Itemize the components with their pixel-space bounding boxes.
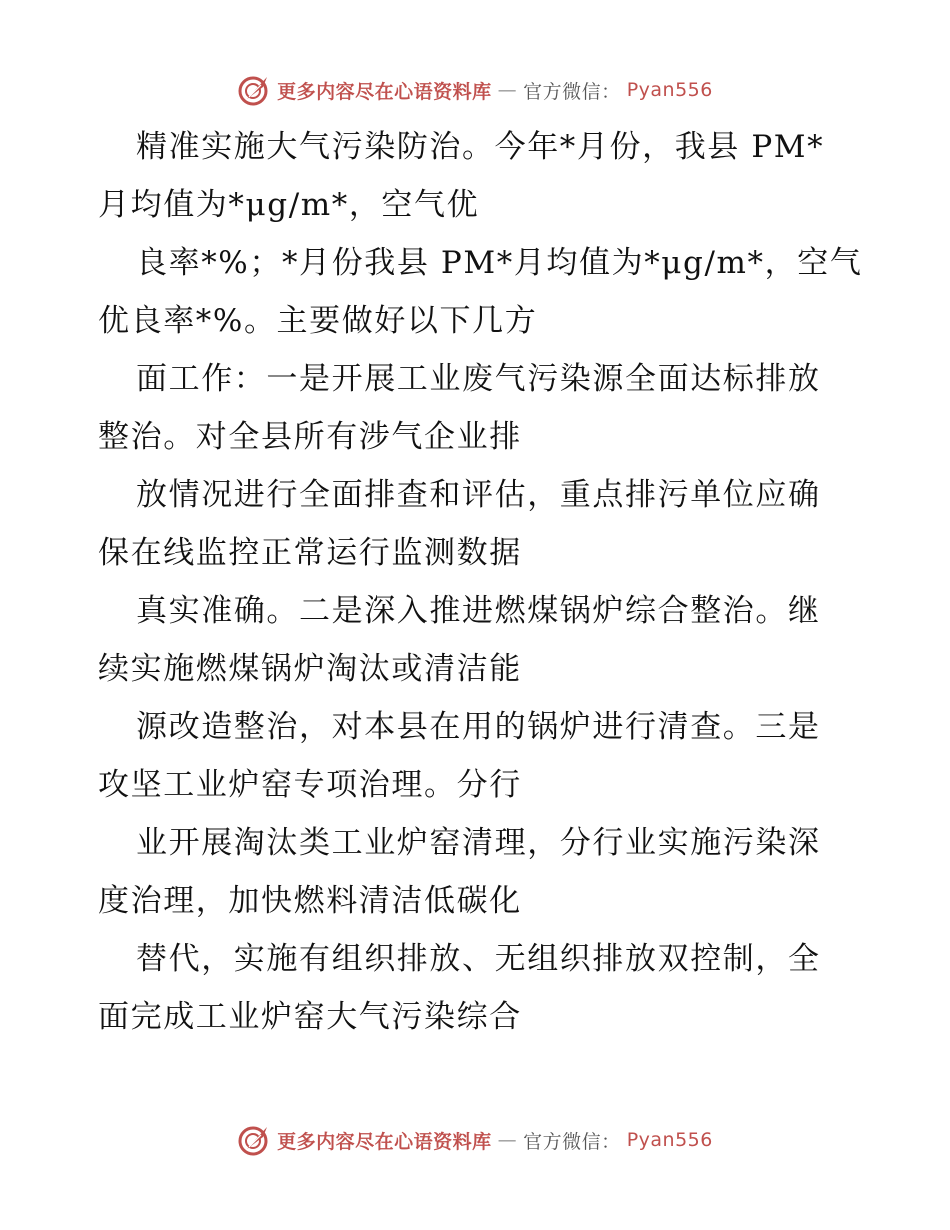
text-line: 替代，实施有组织排放、无组织排放双控制，全: [136, 941, 821, 977]
quill-seal-icon: [237, 1123, 271, 1157]
text-line: 业开展淘汰类工业炉窑清理，分行业实施污染深: [136, 825, 821, 861]
text-line: 整治。对全县所有涉气企业排: [98, 419, 522, 455]
text-line: 面工作：一是开展工业废气污染源全面达标排放: [136, 361, 821, 397]
document-body: [98, 118, 863, 1046]
text-line: 攻坚工业炉窑专项治理。分行: [98, 767, 522, 803]
banner-wechat-label: 官方微信：: [523, 80, 621, 103]
banner-main-text: 更多内容尽在心语资料库: [277, 80, 492, 103]
quill-seal-icon: [237, 73, 271, 107]
text-line: 优良率*%。主要做好以下几方: [98, 303, 538, 339]
text-line: 度治理，加快燃料清洁低碳化: [98, 883, 522, 919]
text-line: 月均值为*μg/m*，空气优: [98, 187, 480, 223]
banner-separator: —: [497, 79, 518, 101]
banner-wechat-id: Pyan556: [626, 1129, 713, 1151]
banner-main-text: 更多内容尽在心语资料库: [277, 1130, 492, 1153]
text-line: 放情况进行全面排查和评估，重点排污单位应确: [136, 477, 821, 513]
text-line: 面完成工业炉窑大气污染综合: [98, 999, 522, 1035]
text-line: 真实准确。二是深入推进燃煤锅炉综合整治。继: [136, 593, 821, 629]
text-line: 续实施燃煤锅炉淘汰或清洁能: [98, 651, 522, 687]
text-line: 精准实施大气污染防治。今年*月份，我县 PM*: [136, 129, 825, 165]
header-banner: [0, 70, 950, 110]
text-line: 良率*%；*月份我县 PM*月均值为*μg/m*，空气: [136, 245, 863, 281]
text-line: 保在线监控正常运行监测数据: [98, 535, 522, 571]
banner-wechat-label: 官方微信：: [523, 1130, 621, 1153]
text-line: 源改造整治，对本县在用的锅炉进行清查。三是: [136, 709, 821, 745]
banner-wechat-id: Pyan556: [626, 79, 713, 101]
banner-separator: —: [497, 1129, 518, 1151]
footer-banner: [0, 1120, 950, 1160]
